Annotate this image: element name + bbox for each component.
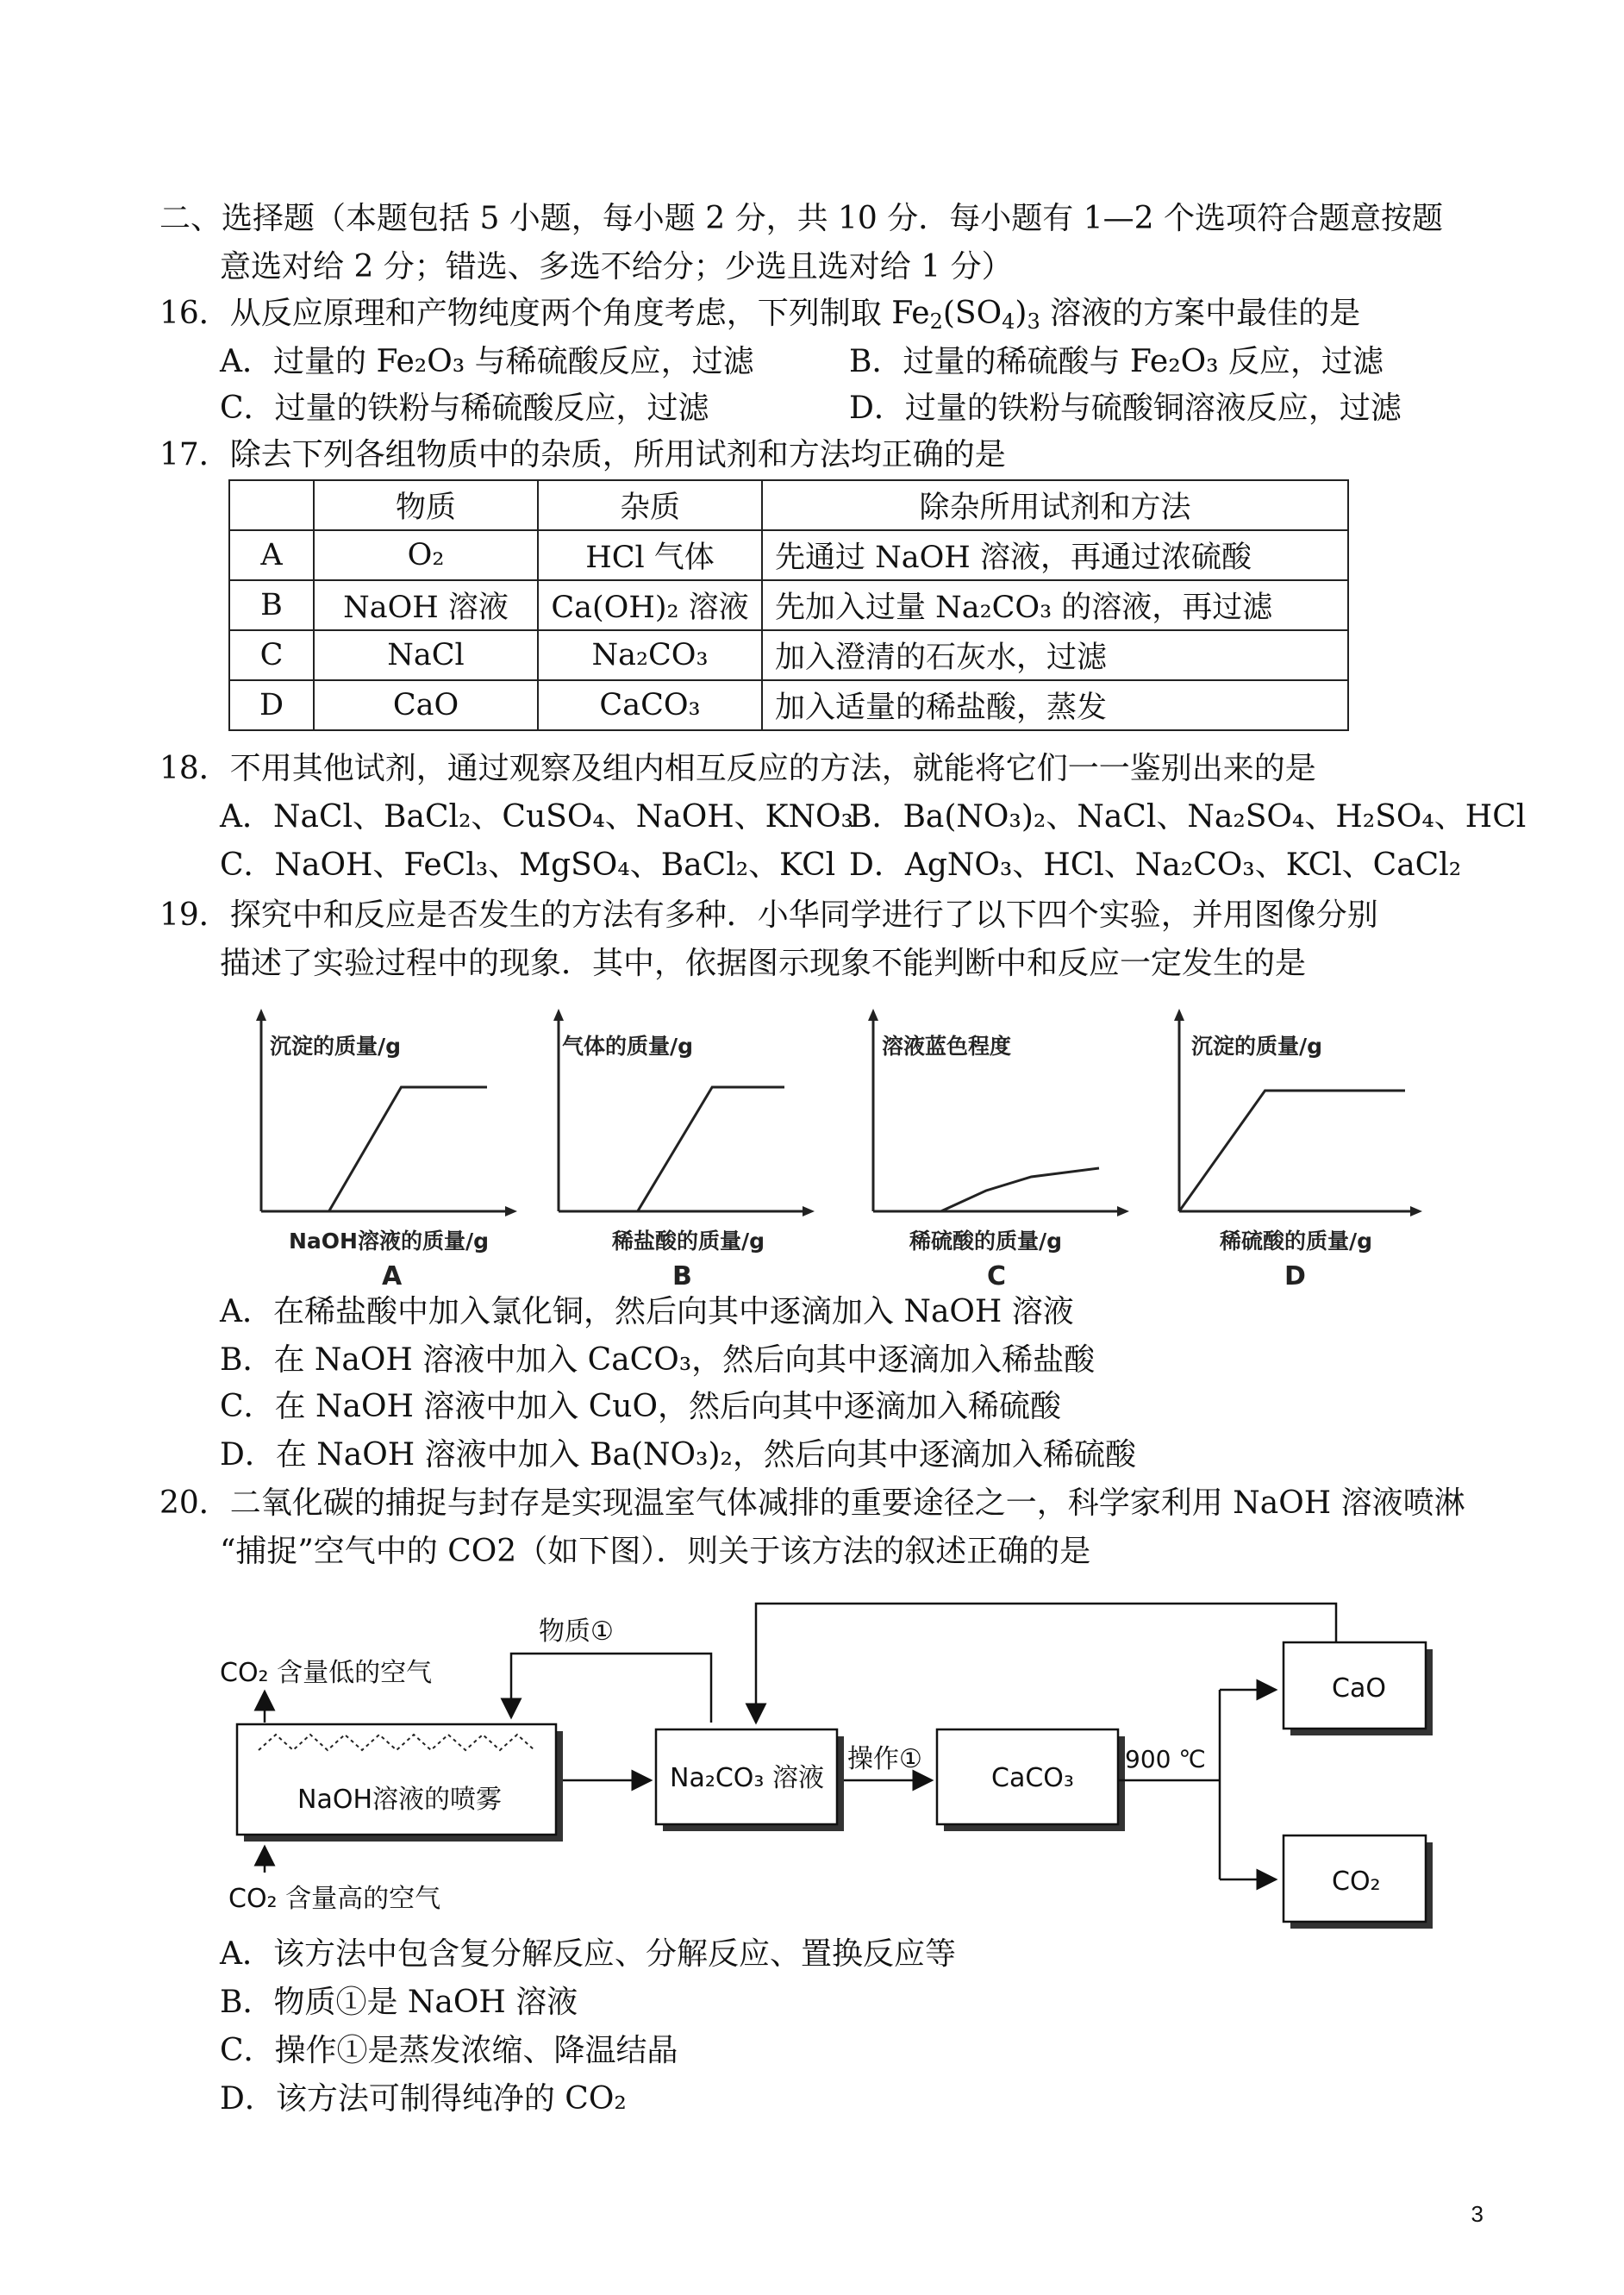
q20-option-d: D．该方法可制得纯净的 CO₂ [220, 2081, 627, 2117]
x-axis-arrow [1410, 1206, 1422, 1216]
x-axis-label: NaOH溶液的质量/g [289, 1229, 489, 1254]
table-header-cell: 杂质 [538, 480, 762, 530]
q20-stem-line2: “捕捉”空气中的 CO2（如下图）．则关于该方法的叙述正确的是 [220, 1534, 1091, 1569]
x-axis-arrow [803, 1206, 815, 1216]
y-axis-label: 沉淀的质量/g [270, 1034, 402, 1059]
page-number: 3 [1471, 2201, 1483, 2227]
y-axis-arrow [1174, 1009, 1184, 1021]
co2-label: CO₂ [1332, 1867, 1381, 1897]
q20-option-c: C．操作①是蒸发浓缩、降温结晶 [220, 2033, 678, 2068]
chart-b-svg [543, 1009, 836, 1293]
y-axis-label: 溶液蓝色程度 [882, 1034, 1012, 1059]
table-cell: 先通过 NaOH 溶液，再通过浓硫酸 [762, 530, 1348, 580]
chart-caption: C [987, 1261, 1007, 1291]
table-header-cell: 除杂所用试剂和方法 [762, 480, 1348, 530]
table-cell: NaOH 溶液 [314, 580, 538, 630]
temperature-label: 900 ℃ [1125, 1745, 1206, 1773]
table-cell: NaCl [314, 630, 538, 680]
table-cell: D [229, 680, 314, 730]
table-cell: HCl 气体 [538, 530, 762, 580]
x-axis-arrow [1117, 1206, 1129, 1216]
x-axis-label: 稀硫酸的质量/g [909, 1229, 1063, 1254]
cao-label: CaO [1332, 1673, 1386, 1704]
chart-a-svg [246, 1009, 539, 1293]
table-cell: A [229, 530, 314, 580]
spray-label: NaOH溶液的喷雾 [297, 1785, 502, 1815]
table-row [229, 680, 1348, 730]
high-co2-air-label: CO₂ 含量高的空气 [228, 1884, 441, 1914]
table-row [229, 530, 1348, 580]
q16-stem: 16．从反应原理和产物纯度两个角度考虑，下列制取 $Fe_2(SO_4)_3$ 溶液的方案中最佳的是 [159, 296, 1361, 334]
low-co2-air-label: CO₂ 含量低的空气 [220, 1658, 433, 1688]
x-axis-label: 稀硫酸的质量/g [1220, 1229, 1373, 1254]
operation-1-label: 操作① [847, 1744, 922, 1774]
table-cell: Na₂CO₃ [538, 630, 762, 680]
table-cell: CaO [314, 680, 538, 730]
table-cell: 加入适量的稀盐酸，蒸发 [762, 680, 1348, 730]
q16-stem-post: 溶液的方案中最佳的是 [1040, 296, 1361, 331]
co2-capture-diagram [220, 1595, 1444, 1943]
q16-option-c: C．过量的铁粉与稀硫酸反应，过滤 [220, 391, 709, 426]
table-cell: 先加入过量 Na₂CO₃ 的溶液，再过滤 [762, 580, 1348, 630]
q17-stem: 17．除去下列各组物质中的杂质，所用试剂和方法均正确的是 [159, 437, 1006, 472]
table-cell: B [229, 580, 314, 630]
table-cell: Ca(OH)₂ 溶液 [538, 580, 762, 630]
q18-option-d: D．AgNO₃、HCl、Na₂CO₃、KCl、CaCl₂ [849, 847, 1462, 883]
x-axis-label: 稀盐酸的质量/g [612, 1229, 765, 1254]
chart-c [858, 1009, 1151, 1297]
q20-option-a: A．该方法中包含复分解反应、分解反应、置换反应等 [220, 1936, 956, 1972]
q18-option-b: B．Ba(NO₃)₂、NaCl、Na₂SO₄、H₂SO₄、HCl [849, 799, 1527, 835]
q16-option-b: B．过量的稀硫酸与 Fe₂O₃ 反应，过滤 [849, 344, 1384, 379]
table-cell: 加入澄清的石灰水，过滤 [762, 630, 1348, 680]
table-row [229, 630, 1348, 680]
table-header-cell: 物质 [314, 480, 538, 530]
spray-box [237, 1724, 556, 1835]
section-heading-line1: 二、选择题（本题包括 5 小题，每小题 2 分，共 10 分．每小题有 1—2 个选项符合题意按题 [159, 201, 1443, 236]
y-axis-arrow [553, 1009, 564, 1021]
recycle-arrow [511, 1654, 711, 1723]
substance-1-label: 物质① [539, 1617, 614, 1647]
chart-line [1179, 1091, 1405, 1211]
q16-stem-pre: 16．从反应原理和产物纯度两个角度考虑，下列制取 [159, 296, 892, 331]
chart-d-svg [1164, 1009, 1457, 1293]
q16-option-a: A．过量的 Fe₂O₃ 与稀硫酸反应，过滤 [220, 344, 754, 379]
q19-option-a: A．在稀盐酸中加入氯化铜，然后向其中逐滴加入 NaOH 溶液 [220, 1294, 1074, 1329]
q20-option-b: B．物质①是 NaOH 溶液 [220, 1985, 578, 2020]
q17-table [228, 479, 1349, 731]
y-axis-label: 气体的质量/g [562, 1034, 694, 1059]
table-header-cell [229, 480, 314, 530]
y-axis-arrow [256, 1009, 266, 1021]
table-cell: C [229, 630, 314, 680]
table-header-row [229, 480, 1348, 530]
cao-return-arrow [756, 1604, 1336, 1723]
q16-option-d: D．过量的铁粉与硫酸铜溶液反应，过滤 [849, 391, 1402, 426]
chart-caption: D [1284, 1261, 1306, 1291]
q19-option-b: B．在 NaOH 溶液中加入 CaCO₃，然后向其中逐滴加入稀盐酸 [220, 1342, 1096, 1378]
q19-option-d: D．在 NaOH 溶液中加入 Ba(NO₃)₂，然后向其中逐滴加入稀硫酸 [220, 1437, 1136, 1473]
caco3-label: CaCO₃ [991, 1763, 1074, 1793]
chart-a [246, 1009, 539, 1297]
x-axis-arrow [505, 1206, 517, 1216]
q19-option-c: C．在 NaOH 溶液中加入 CuO，然后向其中逐滴加入稀硫酸 [220, 1389, 1061, 1424]
chart-line [941, 1168, 1099, 1211]
table-row [229, 580, 1348, 630]
table-cell: CaCO₃ [538, 680, 762, 730]
y-axis-arrow [868, 1009, 878, 1021]
section-heading-line2: 意选对给 2 分；错选、多选不给分；少选且选对给 1 分） [220, 249, 1013, 285]
chart-d [1164, 1009, 1457, 1297]
q18-option-c: C．NaOH、FeCl₃、MgSO₄、BaCl₂、KCl [220, 847, 836, 883]
q19-stem-line2: 描述了实验过程中的现象．其中，依据图示现象不能判断中和反应一定发生的是 [220, 946, 1307, 981]
chart-line [638, 1087, 784, 1211]
chart-c-svg [858, 1009, 1151, 1293]
q18-stem: 18．不用其他试剂，通过观察及组内相互反应的方法，就能将它们一一鉴别出来的是 [159, 751, 1316, 786]
y-axis-label: 沉淀的质量/g [1191, 1034, 1323, 1059]
chart-line [329, 1087, 487, 1211]
diagram-svg [220, 1595, 1444, 1940]
table-cell: O₂ [314, 530, 538, 580]
q19-stem-line1: 19．探究中和反应是否发生的方法有多种．小华同学进行了以下四个实验，并用图像分别 [159, 897, 1378, 933]
chart-caption: B [672, 1261, 692, 1291]
q18-option-a: A．NaCl、BaCl₂、CuSO₄、NaOH、KNO₃ [220, 799, 853, 835]
q20-stem-line1: 20．二氧化碳的捕捉与封存是实现温室气体减排的重要途径之一，科学家利用 NaOH 溶液喷淋 [159, 1485, 1465, 1521]
na2co3-label: Na₂CO₃ 溶液 [670, 1763, 824, 1793]
chart-caption: A [382, 1261, 403, 1291]
chart-b [543, 1009, 836, 1297]
